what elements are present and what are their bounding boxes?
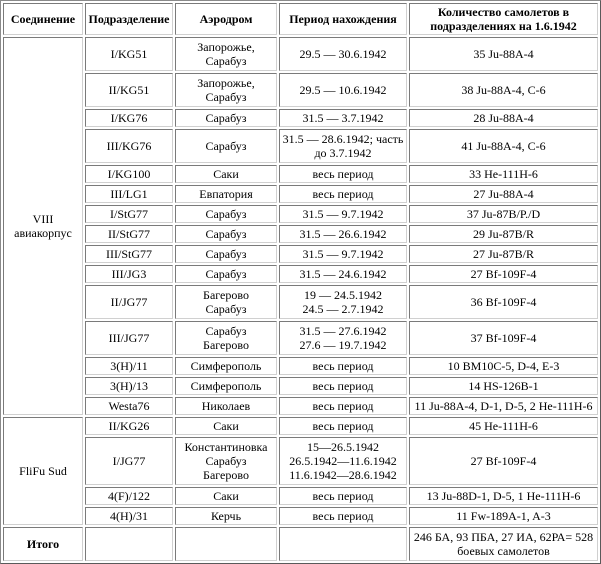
airfield-cell-line: Сарабуз (205, 454, 247, 468)
period-cell-line: весь период (312, 489, 374, 503)
airfield-cell-line: Симферополь (190, 359, 262, 373)
unit-cell: III/KG76 (85, 129, 173, 163)
table-row (3, 437, 598, 485)
period-cell (279, 377, 407, 395)
airfield-cell (175, 225, 277, 243)
airfield-cell-line: Багерово (203, 468, 249, 482)
period-cell-line: 29.5 — 30.6.1942 (299, 47, 387, 61)
header-unit: Подразделение (85, 3, 173, 35)
airfield-cell-line: Симферополь (190, 379, 262, 393)
period-cell (279, 37, 407, 71)
table-row (3, 377, 598, 395)
airfield-cell-line: Сарабуз (205, 207, 247, 221)
table-row (3, 507, 598, 525)
airfield-cell (175, 357, 277, 375)
aircraft-cell: 33 He-111H-6 (409, 165, 598, 183)
unit-cell: III/StG77 (85, 245, 173, 263)
period-cell (279, 285, 407, 319)
period-cell (279, 205, 407, 223)
period-cell (279, 185, 407, 203)
airfield-cell-line: Сарабуз (205, 267, 247, 281)
total-label: Итого (3, 527, 83, 561)
aircraft-cell: 38 Ju-88A-4, C-6 (409, 73, 598, 107)
table-row (3, 165, 598, 183)
header-aircraft-count: Количество самолетов в подразделениях на 1.6.1942 (409, 3, 598, 35)
period-cell (279, 397, 407, 415)
airfield-cell (175, 37, 277, 71)
table-row (3, 265, 598, 283)
table-row (3, 245, 598, 263)
airfield-cell (175, 73, 277, 107)
aircraft-cell: 36 Bf-109F-4 (409, 285, 598, 319)
unit-cell: II/StG77 (85, 225, 173, 243)
airfield-cell-line: Сарабуз (205, 302, 247, 316)
aircraft-cell: 27 Ju-87B/R (409, 245, 598, 263)
airfield-cell-line: Сарабуз (205, 247, 247, 261)
airfield-cell-line: Запорожье, (197, 40, 255, 54)
period-cell-line: 26.5.1942—11.6.1942 (289, 454, 397, 468)
airfield-cell (175, 417, 277, 435)
airfield-cell-line: Сарабуз (205, 324, 247, 338)
unit-cell: 4(H)/31 (85, 507, 173, 525)
table-row (3, 109, 598, 127)
airfield-cell-line: Николаев (201, 399, 251, 413)
unit-cell: II/KG26 (85, 417, 173, 435)
header-formation: Соединение (3, 3, 83, 35)
period-cell (279, 265, 407, 283)
table-row (3, 487, 598, 505)
table-row (3, 129, 598, 163)
airfield-cell (175, 185, 277, 203)
total-aircraft-cell (409, 527, 598, 561)
aircraft-cell: 37 Bf-109F-4 (409, 321, 598, 355)
period-cell (279, 437, 407, 485)
period-cell (279, 109, 407, 127)
table-row (3, 397, 598, 415)
period-cell (279, 129, 407, 163)
period-cell-line: весь период (312, 419, 374, 433)
period-cell-line: 31.5 — 28.6.1942; часть (282, 132, 404, 146)
period-cell-line: 27.6 — 19.7.1942 (299, 338, 387, 352)
table-row (3, 205, 598, 223)
unit-cell: I/KG51 (85, 37, 173, 71)
period-cell (279, 245, 407, 263)
unit-cell: I/KG100 (85, 165, 173, 183)
period-cell-line: 29.5 — 10.6.1942 (299, 83, 387, 97)
total-row (3, 527, 598, 561)
header-airfield: Аэродром (175, 3, 277, 35)
total-aircraft-cell-line: 246 БА, 93 ПБА, 27 ИА, 62РА= 528 (413, 530, 594, 544)
unit-cell: III/LG1 (85, 185, 173, 203)
period-cell (279, 417, 407, 435)
period-cell (279, 321, 407, 355)
period-cell-line: весь период (312, 399, 374, 413)
airfield-cell-line: Запорожье, (197, 76, 255, 90)
airfield-cell (175, 205, 277, 223)
airfield-cell (175, 397, 277, 415)
unit-cell: III/JG77 (85, 321, 173, 355)
period-cell-line: 11.6.1942—28.6.1942 (289, 468, 397, 482)
period-cell-line: 24.5 — 2.7.1942 (302, 302, 384, 316)
aircraft-cell: 11 Fw-189A-1, A-3 (409, 507, 598, 525)
table-row (3, 37, 598, 71)
table-body (3, 37, 598, 561)
period-cell-line: весь период (312, 187, 374, 201)
airfield-cell (175, 437, 277, 485)
aircraft-cell: 10 BM10C-5, D-4, E-3 (409, 357, 598, 375)
airfield-cell (175, 245, 277, 263)
airfield-cell-line: Сарабуз (205, 111, 247, 125)
unit-cell: 4(F)/122 (85, 487, 173, 505)
aircraft-cell: 41 Ju-88A-4, C-6 (409, 129, 598, 163)
airfield-cell-line: Багерово (203, 338, 249, 352)
formation-cell: FliFu Sud (3, 417, 83, 525)
period-cell-line: 19 — 24.5.1942 (304, 288, 382, 302)
period-cell-line: 31.5 — 26.6.1942 (299, 227, 387, 241)
unit-cell: 3(H)/11 (85, 357, 173, 375)
period-cell (279, 357, 407, 375)
unit-cell: II/JG77 (85, 285, 173, 319)
airfield-cell-line: Багерово (203, 288, 249, 302)
aircraft-cell: 13 Ju-88D-1, D-5, 1 He-111H-6 (409, 487, 598, 505)
airfield-cell (175, 285, 277, 319)
period-cell-line: весь период (312, 167, 374, 181)
period-cell-line: 15—26.5.1942 (307, 440, 379, 454)
unit-cell: I/KG76 (85, 109, 173, 127)
airfield-cell (175, 487, 277, 505)
aircraft-cell: 29 Ju-87B/R (409, 225, 598, 243)
airfield-cell (175, 165, 277, 183)
airfield-cell-line: Константиновка (184, 440, 268, 454)
empty-cell (85, 527, 173, 561)
unit-cell: 3(H)/13 (85, 377, 173, 395)
airfield-cell-line: Сарабуз (205, 90, 247, 104)
aircraft-cell: 27 Bf-109F-4 (409, 437, 598, 485)
airfield-cell (175, 265, 277, 283)
table-row (3, 285, 598, 319)
aircraft-cell: 45 He-111H-6 (409, 417, 598, 435)
airfield-cell (175, 109, 277, 127)
aircraft-cell: 28 Ju-88A-4 (409, 109, 598, 127)
period-cell (279, 487, 407, 505)
empty-cell (279, 527, 407, 561)
period-cell-line: до 3.7.1942 (314, 146, 372, 160)
period-cell (279, 73, 407, 107)
aircraft-cell: 37 Ju-87B/P./D (409, 205, 598, 223)
table-row (3, 73, 598, 107)
airfield-cell-line: Саки (213, 167, 239, 181)
aircraft-cell: 14 HS-126B-1 (409, 377, 598, 395)
table-row (3, 417, 598, 435)
header-row (3, 3, 598, 35)
period-cell-line: 31.5 — 9.7.1942 (302, 207, 384, 221)
table-row (3, 321, 598, 355)
airfield-cell (175, 507, 277, 525)
aircraft-cell: 11 Ju-88A-4, D-1, D-5, 2 He-111H-6 (409, 397, 598, 415)
airfield-cell-line: Саки (213, 489, 239, 503)
unit-cell: III/JG3 (85, 265, 173, 283)
airfield-cell (175, 377, 277, 395)
table-row (3, 185, 598, 203)
period-cell (279, 507, 407, 525)
aircraft-cell: 27 Bf-109F-4 (409, 265, 598, 283)
airfield-cell-line: Керчь (210, 509, 242, 523)
period-cell-line: 31.5 — 27.6.1942 (299, 324, 387, 338)
empty-cell (175, 527, 277, 561)
unit-cell: II/KG51 (85, 73, 173, 107)
table-row (3, 225, 598, 243)
airfield-cell (175, 321, 277, 355)
airfield-cell-line: Саки (213, 419, 239, 433)
aircraft-cell: 27 Ju-88A-4 (409, 185, 598, 203)
period-cell-line: весь период (312, 379, 374, 393)
period-cell (279, 165, 407, 183)
header-period: Период нахождения (279, 3, 407, 35)
airfield-cell-line: Сарабуз (205, 139, 247, 153)
airfield-cell-line: Евпатория (199, 187, 253, 201)
airfield-cell-line: Сарабуз (205, 227, 247, 241)
airfield-cell-line: Сарабуз (205, 54, 247, 68)
aircraft-cell: 35 Ju-88A-4 (409, 37, 598, 71)
airfield-cell (175, 129, 277, 163)
period-cell-line: весь период (312, 359, 374, 373)
unit-cell: I/StG77 (85, 205, 173, 223)
period-cell (279, 225, 407, 243)
total-aircraft-cell-line: боевых самолетов (457, 544, 550, 558)
unit-cell: Westa76 (85, 397, 173, 415)
period-cell-line: 31.5 — 24.6.1942 (299, 267, 387, 281)
period-cell-line: 31.5 — 9.7.1942 (302, 247, 384, 261)
unit-cell: I/JG77 (85, 437, 173, 485)
period-cell-line: 31.5 — 3.7.1942 (302, 111, 384, 125)
formation-cell: VIII авиакорпус (3, 37, 83, 415)
table-row (3, 357, 598, 375)
period-cell-line: весь период (312, 509, 374, 523)
